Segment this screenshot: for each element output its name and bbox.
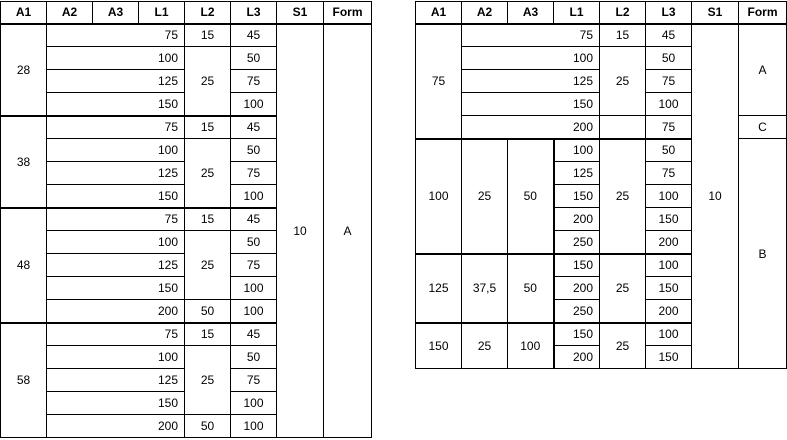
right-dimension-table [415,1,787,369]
header-a3: A3 [93,2,139,24]
l3-cell: 100 [231,415,277,438]
l1-cell: 100 [47,139,185,162]
l1-cell: 100 [47,346,185,369]
header-form: Form [324,2,372,24]
l3-cell: 100 [231,185,277,208]
l3-cell: 100 [231,277,277,300]
l1-cell: 250 [554,231,600,254]
l1-cell: 150 [554,323,600,346]
l1-cell: 125 [554,162,600,185]
header-row [416,2,787,24]
a1-cell: 150 [416,323,462,369]
l3-cell: 50 [231,346,277,369]
table-row [1,24,372,47]
form-cell: A [324,24,372,438]
form-cell: B [739,139,787,369]
l2-cell: 50 [185,415,231,438]
l2-cell: 15 [185,116,231,139]
l3-cell: 45 [646,24,692,47]
a1-cell: 48 [1,208,47,323]
l1-cell: 125 [47,162,185,185]
a2-cell: 37,5 [462,254,508,323]
l3-cell: 75 [646,70,692,93]
l3-cell: 150 [646,277,692,300]
l3-cell: 100 [231,300,277,323]
l2-cell [600,116,646,139]
l3-cell: 150 [646,346,692,369]
l1-cell: 75 [47,323,185,346]
l1-cell: 100 [554,139,600,162]
l1-cell: 200 [554,346,600,369]
l3-cell: 100 [231,93,277,116]
l3-cell: 100 [646,93,692,116]
l3-cell: 100 [646,185,692,208]
header-a2: A2 [462,2,508,24]
l3-cell: 200 [646,231,692,254]
l1-cell: 75 [47,116,185,139]
l3-cell: 50 [231,139,277,162]
header-a1: A1 [416,2,462,24]
l1-cell: 200 [554,277,600,300]
l2-cell: 25 [185,47,231,116]
header-a2: A2 [47,2,93,24]
l1-cell: 125 [47,369,185,392]
l1-cell: 125 [47,254,185,277]
l1-cell: 200 [462,116,600,139]
l3-cell: 45 [231,24,277,47]
l1-cell: 75 [462,24,600,47]
header-l3: L3 [231,2,277,24]
l1-cell: 200 [47,415,185,438]
l3-cell: 75 [231,369,277,392]
l3-cell: 75 [231,254,277,277]
l1-cell: 250 [554,300,600,323]
l3-cell: 45 [231,116,277,139]
header-l1: L1 [139,2,185,24]
l2-cell: 25 [600,47,646,116]
header-a3: A3 [508,2,554,24]
form-cell: A [739,24,787,116]
l2-cell: 25 [185,346,231,415]
l2-cell: 15 [185,208,231,231]
s1-cell: 10 [277,24,324,438]
l2-cell: 25 [600,139,646,254]
header-form: Form [739,2,787,24]
l3-cell: 50 [646,139,692,162]
l2-cell: 25 [600,323,646,369]
s1-cell: 10 [692,24,739,369]
l1-cell: 150 [47,277,185,300]
a3-cell: 100 [508,323,554,369]
a3-cell: 50 [508,139,554,254]
l3-cell: 50 [231,47,277,70]
l1-cell: 150 [47,392,185,415]
l1-cell: 150 [554,185,600,208]
header-s1: S1 [692,2,739,24]
header-a1: A1 [1,2,47,24]
l1-cell: 100 [47,231,185,254]
l2-cell: 50 [185,300,231,323]
l1-cell: 100 [462,47,600,70]
l2-cell: 25 [185,139,231,208]
table-row [416,24,787,47]
l1-cell: 75 [47,208,185,231]
l3-cell: 45 [231,208,277,231]
header-s1: S1 [277,2,324,24]
header-row [1,2,372,24]
l3-cell: 50 [231,231,277,254]
l2-cell: 25 [600,254,646,323]
l3-cell: 100 [231,392,277,415]
header-l3: L3 [646,2,692,24]
l3-cell: 75 [231,70,277,93]
l1-cell: 200 [47,300,185,323]
l1-cell: 150 [554,254,600,277]
l3-cell: 75 [646,162,692,185]
l1-cell: 150 [47,185,185,208]
a1-cell: 100 [416,139,462,254]
l3-cell: 45 [231,323,277,346]
l3-cell: 75 [646,116,692,139]
l2-cell: 15 [185,323,231,346]
l3-cell: 75 [231,162,277,185]
l2-cell: 25 [185,231,231,300]
a1-cell: 125 [416,254,462,323]
l1-cell: 75 [47,24,185,47]
l3-cell: 150 [646,208,692,231]
left-dimension-table [0,1,372,438]
header-l2: L2 [600,2,646,24]
l1-cell: 125 [47,70,185,93]
l2-cell: 15 [185,24,231,47]
a1-cell: 75 [416,24,462,139]
l3-cell: 200 [646,300,692,323]
header-l1: L1 [554,2,600,24]
l1-cell: 125 [462,70,600,93]
form-cell: C [739,116,787,139]
l3-cell: 50 [646,47,692,70]
a1-cell: 28 [1,24,47,116]
l1-cell: 150 [462,93,600,116]
a3-cell: 50 [508,254,554,323]
a2-cell: 25 [462,323,508,369]
l2-cell: 15 [600,24,646,47]
header-l2: L2 [185,2,231,24]
l1-cell: 100 [47,47,185,70]
l1-cell: 150 [47,93,185,116]
l1-cell: 200 [554,208,600,231]
a1-cell: 38 [1,116,47,208]
l3-cell: 100 [646,323,692,346]
a1-cell: 58 [1,323,47,438]
a2-cell: 25 [462,139,508,254]
l3-cell: 100 [646,254,692,277]
